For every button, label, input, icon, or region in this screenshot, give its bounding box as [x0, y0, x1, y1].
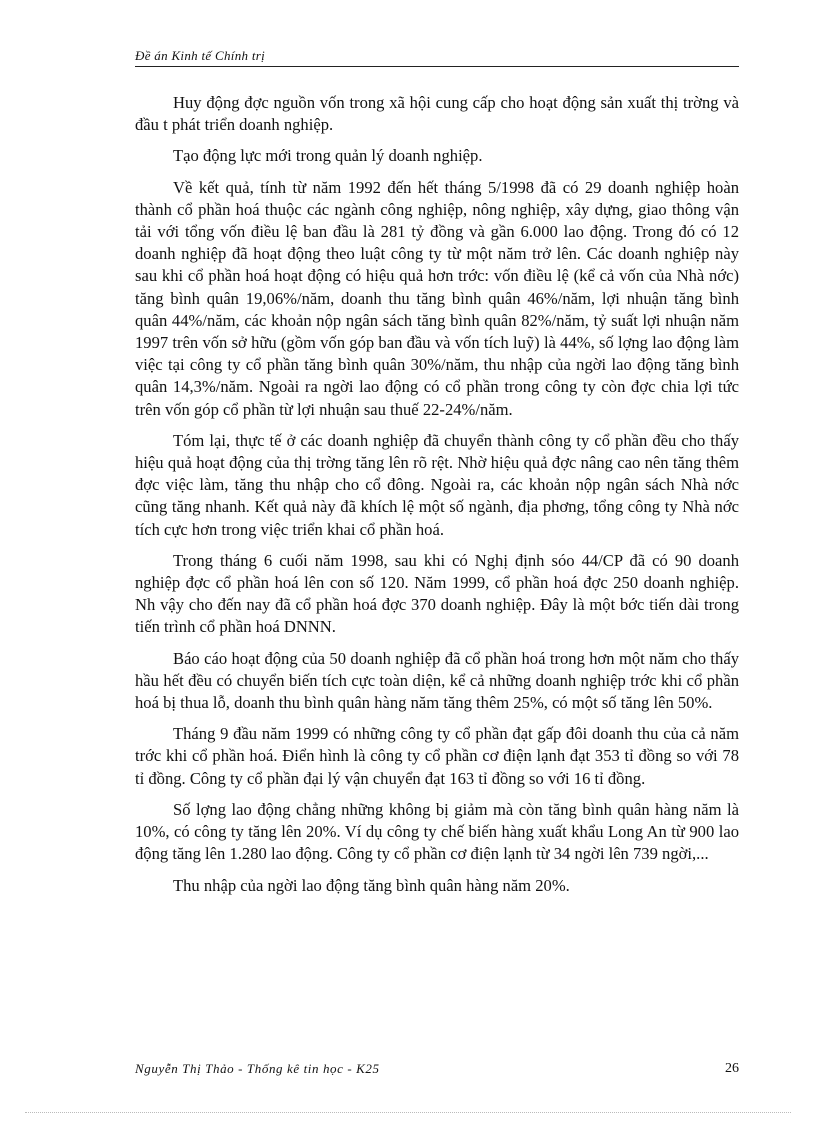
header-title: Đề án Kinh tế Chính trị	[135, 48, 266, 63]
paragraph: Tóm lại, thực tế ở các doanh nghiệp đã chuyển thành công ty cổ phần đều cho thấy hiệu quả hoạt động của thị trờng tăng lên rõ rệt. Nhờ hiệu quả đợc nâng cao nên tăng thêm đợc việc làm, tăng thu nhập cho cổ đông. Ngoài ra, các khoản nộp ngân sách Nhà nớc cũng tăng nhanh. Kết quả này đã khích lệ một số ngành, địa phơng, tổng công ty Nhà nớc tích cực hơn trong việc triển khai cổ phần hoá.	[135, 430, 739, 539]
paragraph: Tháng 9 đầu năm 1999 có những công ty cổ phần đạt gấp đôi doanh thu của cả năm trớc khi cổ phần hoá. Điển hình là công ty cổ phần cơ điện lạnh đạt 353 tỉ đồng so với 78 tỉ đồng. Công ty cổ phần đại lý vận chuyển đạt 163 tỉ đồng so với 16 tỉ đồng.	[135, 724, 739, 788]
page-number: 26	[725, 1061, 739, 1076]
paragraph: Báo cáo hoạt động của 50 doanh nghiệp đã cổ phần hoá trong hơn một năm cho thấy hầu hết đều có chuyển biến tích cực toàn diện, kể cả những doanh nghiệp trớc khi cổ phần hoá bị thua lỗ, doanh thu bình quân hàng năm tăng thêm 25%, có một số tăng lên 50%.	[135, 648, 739, 713]
paragraph: Tạo động lực mới trong quản lý doanh nghiệp.	[173, 146, 483, 166]
footer-author: Nguyễn Thị Thảo - Thống kê tin học - K25	[135, 1061, 380, 1076]
paragraph: Trong tháng 6 cuối năm 1998, sau khi có Nghị định sóo 44/CP đã có 90 doanh nghiệp đợc cổ phần hoá lên con số 120. Năm 1999, cổ phần hoá đợc 250 doanh nghiệp. Nh vậy cho đến nay đã cổ phần hoá đợc 370 doanh nghiệp. Đây là một bớc tiến dài trong tiến trình cổ phần hoá DNNN.	[135, 550, 739, 637]
page-header	[135, 48, 739, 67]
bottom-divider	[25, 1112, 791, 1113]
page-footer	[135, 1061, 739, 1077]
paragraph: Về kết quả, tính từ năm 1992 đến hết tháng 5/1998 đã có 29 doanh nghiệp hoàn thành cổ phần hoá thuộc các ngành công nghiệp, nông nghiệp, xây dựng, giao thông vận tải với tổng vốn điều lệ ban đầu là 281 tỷ đồng và gần 6.000 lao động. Trong đó có 12 doanh nghiệp đã hoạt động theo luật công ty từ một năm trở lên. Các doanh nghiệp này sau khi cổ phần hoá hoạt động có hiệu quả hơn trớc: vốn điều lệ (kể cả vốn của Nhà nớc) tăng bình quân 19,06%/năm, doanh thu tăng bình quân 46%/năm, lợi nhuận tăng bình quân 44%/năm, các khoản nộp ngân sách tăng bình quân 82%/năm, tỷ suất lợi nhuận năm 1997 trên vốn sở hữu (gồm vốn góp ban đầu và vốn tích luỹ) là 44%, số lợng lao động làm việc tại công ty cổ phần tăng bình quân 30%/năm, thu nhập của ngời lao động tăng bình quân 14,3%/năm. Ngoài ra ngời lao động có cổ phần trong công ty còn đợc chia lợi tức trên vốn góp cổ phần từ lợi nhuận sau thuế 22-24%/năm.	[135, 177, 739, 419]
paragraph: Thu nhập của ngời lao động tăng bình quân hàng năm 20%.	[173, 875, 570, 895]
paragraph: Huy động đợc nguồn vốn trong xã hội cung cấp cho hoạt động sản xuất thị trờng và đầu t phát triển doanh nghiệp.	[135, 93, 739, 135]
page-body	[135, 92, 739, 906]
paragraph: Số lợng lao động chẳng những không bị giảm mà còn tăng bình quân hàng năm là 10%, có công ty tăng lên 20%. Ví dụ công ty chế biến hàng xuất khẩu Long An từ 900 lao động tăng lên 1.280 lao động. Công ty cổ phần cơ điện lạnh từ 34 ngời lên 739 ngời,...	[135, 799, 739, 864]
